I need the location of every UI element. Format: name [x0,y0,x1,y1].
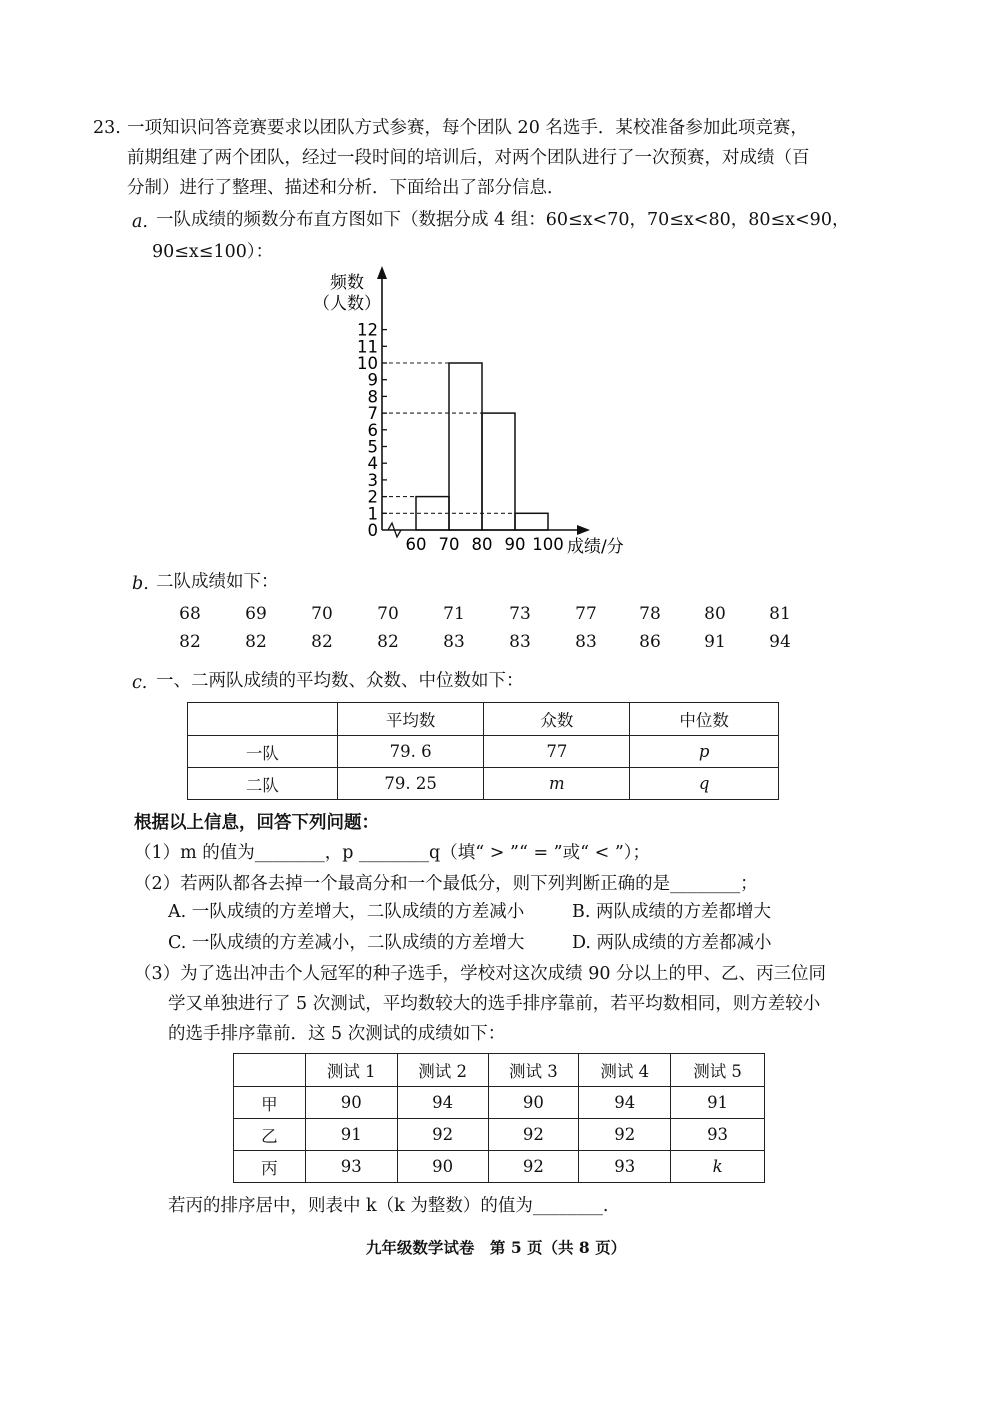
option-b: B. 两队成绩的方差都增大 [572,902,771,922]
score-value: 94 [769,632,791,652]
score-value: 80 [704,604,726,624]
score-value: 70 [377,604,399,624]
part-c-text: 一、二两队成绩的平均数、众数、中位数如下： [156,671,524,691]
x-tick-label: 100 [532,535,564,554]
y-tick-label: 8 [367,387,378,407]
option-d: D. 两队成绩的方差都减小 [572,933,772,953]
score-value: 69 [245,604,267,624]
y-tick-label: 9 [367,370,378,390]
question-3-line-2: 学又单独进行了 5 次测试，平均数较大的选手排序靠前，若平均数相同，则方差较小 [168,994,821,1014]
intro-line-1: 一项知识问答竞赛要求以团队方式参赛，每个团队 20 名选手．某校准备参加此项竞赛， [127,118,808,138]
test-row-jia [234,1087,765,1119]
test-row-bing [234,1151,765,1183]
score-value: 78 [639,604,661,624]
score-value: 71 [443,604,465,624]
stats-cell: 79. 25 [337,768,484,800]
intro-line-3: 分制）进行了整理、描述和分析．下面给出了部分信息． [127,178,565,198]
test-row-yi [234,1119,765,1151]
stats-cell: 一队 [188,736,338,768]
question-1: （1）m 的值为________，p ________q（填“ > ”“ = ”或“ < ”）； [134,843,651,863]
y-tick-label: 2 [367,487,378,507]
part-a-text: 一队成绩的频数分布直方图如下（数据分成 4 组：60≤x<70，70≤x<80，80≤x<90， [156,210,850,230]
stats-cell: q [630,768,779,800]
score-value: 77 [575,604,597,624]
score-value: 82 [311,632,333,652]
stats-header-blank [188,703,338,736]
test-cell: 乙 [234,1119,306,1151]
test-cell: 91 [671,1087,765,1119]
x-tick-label: 60 [405,535,427,554]
stats-header-mean: 平均数 [337,703,484,736]
questions-lead: 根据以上信息，回答下列问题： [134,813,379,833]
stats-cell: 79. 6 [337,736,484,768]
test-cell: 91 [305,1119,397,1151]
score-value: 82 [377,632,399,652]
test-cell: 甲 [234,1087,306,1119]
test-scores-table [233,1053,765,1183]
test-cell: 90 [397,1151,488,1183]
test-cell: 94 [579,1087,671,1119]
test-cell: 丙 [234,1151,306,1183]
test-cell: 92 [488,1151,579,1183]
y-tick-label: 6 [367,420,378,440]
part-a-label: a. [132,212,148,232]
stats-header-mode: 众数 [484,703,630,736]
histogram-bar [482,413,515,530]
x-tick-label: 90 [504,535,526,554]
test-cell: 90 [488,1087,579,1119]
test-cell: 93 [579,1151,671,1183]
score-value: 91 [704,632,726,652]
stats-row-team1 [188,736,779,768]
score-value: 83 [443,632,465,652]
x-tick-label: 80 [471,535,493,554]
test-header: 测试 5 [671,1054,765,1087]
stats-cell: 77 [484,736,630,768]
test-header: 测试 3 [488,1054,579,1087]
score-value: 81 [769,604,791,624]
score-value: 82 [179,632,201,652]
test-header-blank [234,1054,306,1087]
question-number: 23. [93,118,121,138]
test-cell: 92 [488,1119,579,1151]
y-tick-label: 11 [357,337,378,357]
part-b-label: b. [132,574,149,594]
histogram-bar [515,513,548,530]
test-cell: 92 [579,1119,671,1151]
score-value: 73 [509,604,531,624]
frequency-histogram [0,0,992,580]
part-c-label: c. [132,673,148,693]
y-tick-label: 3 [367,470,378,490]
y-tick-label: 5 [367,437,378,457]
y-tick-label: 12 [357,320,378,340]
y-axis-label-line2: （人数） [313,294,381,314]
final-question: 若丙的排序居中，则表中 k（k 为整数）的值为________. [168,1196,609,1216]
test-header: 测试 1 [305,1054,397,1087]
part-b-text: 二队成绩如下： [156,572,279,592]
test-header: 测试 4 [579,1054,671,1087]
question-3-line-1: （3）为了选出冲击个人冠军的种子选手，学校对这次成绩 90 分以上的甲、乙、丙三位同 [134,964,827,984]
score-value: 68 [179,604,201,624]
test-table-header-row [234,1054,765,1087]
question-2: （2）若两队都各去掉一个最高分和一个最低分，则下列判断正确的是________； [134,874,758,894]
x-axis-arrow-icon [577,525,590,535]
option-a: A. 一队成绩的方差增大，二队成绩的方差减小 [168,902,525,922]
stats-row-team2 [188,768,779,800]
test-header: 测试 2 [397,1054,488,1087]
stats-cell: 二队 [188,768,338,800]
intro-line-2: 前期组建了两个团队，经过一段时间的培训后，对两个团队进行了一次预赛，对成绩（百 [127,148,810,168]
y-tick-label: 1 [367,504,378,524]
x-tick-label: 70 [438,535,460,554]
test-cell: 93 [305,1151,397,1183]
test-cell: 90 [305,1087,397,1119]
score-value: 83 [575,632,597,652]
y-tick-label: 0 [367,521,378,540]
part-a-text-2: 90≤x≤100）： [152,242,274,262]
question-3-line-3: 的选手排序靠前．这 5 次测试的成绩如下： [168,1024,506,1044]
stats-table-header-row [188,703,779,736]
page-footer: 九年级数学试卷 第 5 页（共 8 页） [365,1238,627,1257]
option-c: C. 一队成绩的方差减小，二队成绩的方差增大 [168,933,525,953]
test-cell: 94 [397,1087,488,1119]
stats-cell: m [484,768,630,800]
score-value: 86 [639,632,661,652]
histogram-bar [449,363,482,530]
stats-table [187,702,779,800]
score-value: 83 [509,632,531,652]
test-cell: 93 [671,1119,765,1151]
score-value: 82 [245,632,267,652]
stats-header-median: 中位数 [630,703,779,736]
y-axis-arrow-icon [377,266,387,279]
y-axis-label-line1: 频数 [330,273,364,293]
test-cell: k [671,1151,765,1183]
y-tick-label: 7 [367,404,378,424]
test-cell: 92 [397,1119,488,1151]
stats-cell: p [630,736,779,768]
score-value: 70 [311,604,333,624]
y-tick-label: 4 [367,454,378,474]
x-axis-label: 成绩/分 [567,537,624,557]
y-tick-label: 10 [357,354,378,373]
